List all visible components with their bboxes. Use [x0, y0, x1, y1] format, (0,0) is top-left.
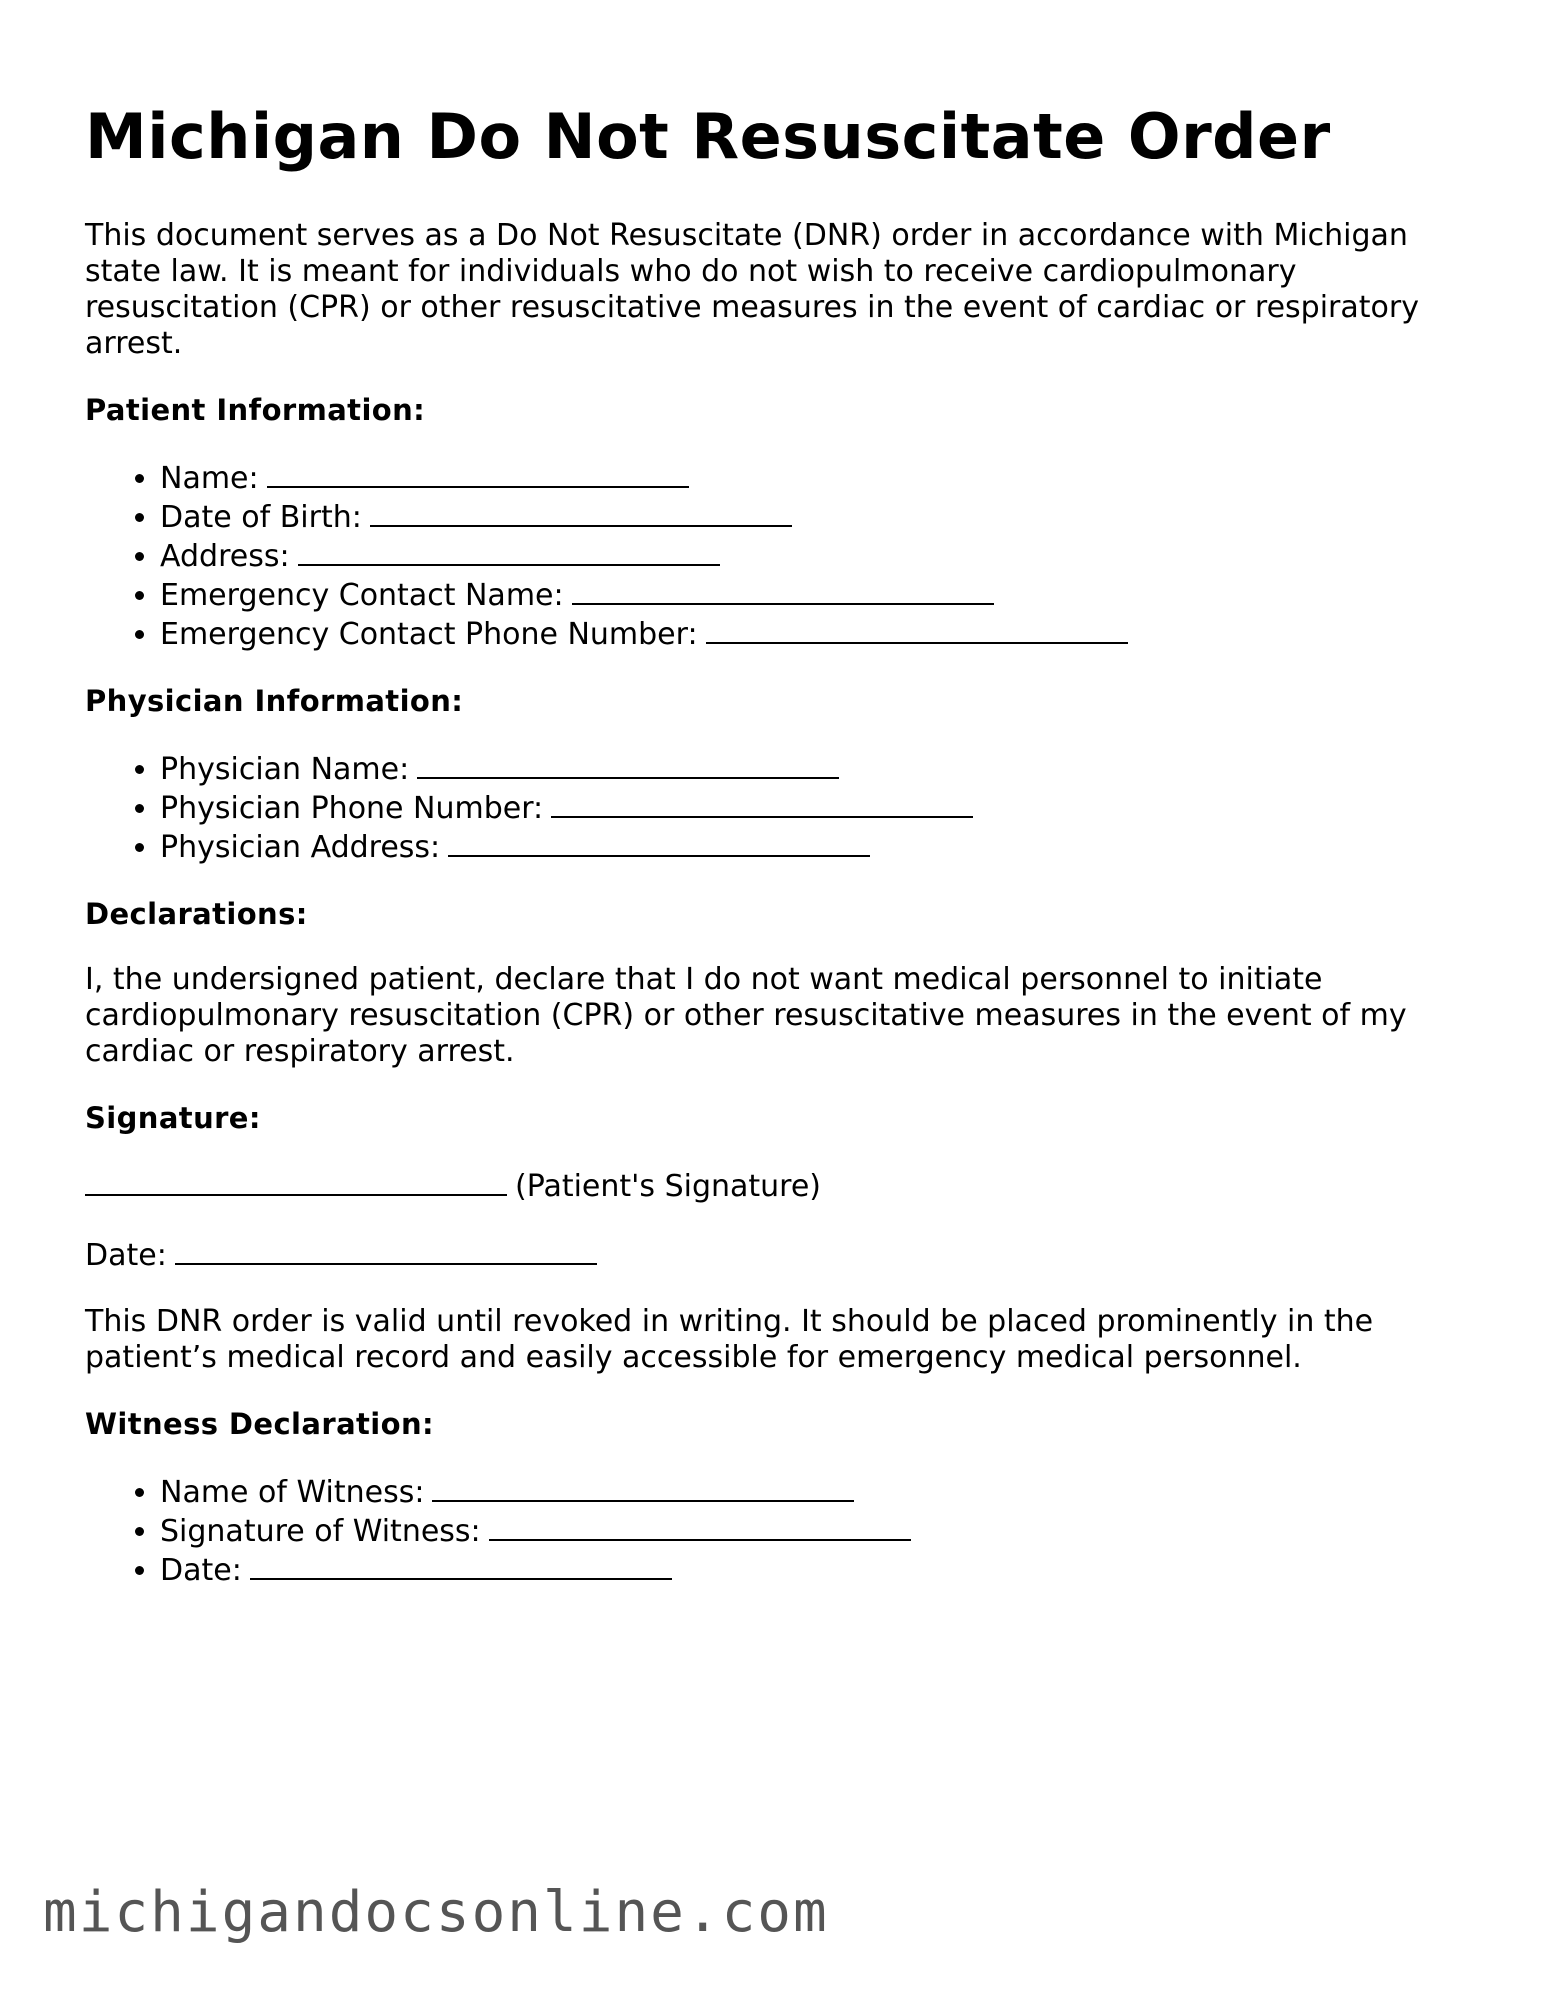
address-blank-line[interactable]: [298, 536, 720, 566]
field-label: Signature of Witness:: [160, 1514, 481, 1550]
list-item: [160, 497, 1465, 536]
field-label: Date:: [160, 1553, 242, 1589]
field-label: Name of Witness:: [160, 1475, 425, 1511]
date-of-birth-blank-line[interactable]: [370, 497, 792, 527]
physician-phone-blank-line[interactable]: [551, 788, 973, 818]
patient-info-list: [85, 458, 1465, 653]
patient-signature-blank-line[interactable]: [85, 1166, 507, 1196]
list-item: [160, 1511, 1465, 1550]
signature-heading: Signature:: [85, 1101, 261, 1136]
emergency-contact-name-blank-line[interactable]: [572, 575, 994, 605]
field-label: Physician Name:: [160, 752, 410, 788]
patient-signature-label: (Patient's Signature): [515, 1169, 822, 1205]
physician-info-heading: Physician Information:: [85, 684, 464, 719]
list-item: [160, 749, 1465, 788]
list-item: [160, 458, 1465, 497]
declarations-paragraph: I, the undersigned patient, declare that I do not want medical personnel to initiate cardiopulmonary resuscitation (CPR) or other resuscitative measures in the event of my cardiac or respiratory arrest.: [85, 962, 1407, 1070]
list-item: [160, 1550, 1465, 1589]
list-item: [160, 614, 1465, 653]
intro-paragraph: This document serves as a Do Not Resuscitate (DNR) order in accordance with Michigan state law. It is meant for individuals who do not wish to receive cardiopulmonary resuscitation (CPR) or other resuscitative measures in the event of cardiac or respiratory arrest.: [85, 218, 1419, 362]
list-item: [160, 536, 1465, 575]
signature-date-line: [85, 1235, 1465, 1274]
date-label: Date:: [85, 1238, 167, 1274]
document-title: Michigan Do Not Resuscitate Order: [85, 100, 1331, 173]
name-blank-line[interactable]: [267, 458, 689, 488]
list-item: [160, 575, 1465, 614]
field-label: Physician Phone Number:: [160, 791, 544, 827]
field-label: Name:: [160, 461, 259, 497]
list-item: [160, 1472, 1465, 1511]
signature-date-blank-line[interactable]: [175, 1235, 597, 1265]
field-label: Date of Birth:: [160, 500, 362, 536]
patient-info-heading: Patient Information:: [85, 393, 426, 428]
site-watermark: michigandocsonline.com: [43, 1880, 829, 1945]
physician-address-blank-line[interactable]: [448, 827, 870, 857]
witness-list: [85, 1472, 1465, 1589]
field-label: Emergency Contact Name:: [160, 578, 564, 614]
witness-date-blank-line[interactable]: [250, 1550, 672, 1580]
witness-name-blank-line[interactable]: [432, 1472, 854, 1502]
witness-heading: Witness Declaration:: [85, 1407, 435, 1442]
emergency-contact-phone-blank-line[interactable]: [706, 614, 1128, 644]
validity-paragraph: This DNR order is valid until revoked in writing. It should be placed prominently in the patient’s medical record and easily accessible for emergency medical personnel.: [85, 1304, 1374, 1376]
list-item: [160, 827, 1465, 866]
list-item: [160, 788, 1465, 827]
physician-name-blank-line[interactable]: [417, 749, 839, 779]
field-label: Address:: [160, 539, 290, 575]
patient-signature-line: [85, 1166, 1465, 1205]
document-page: [85, 100, 1465, 1619]
declarations-heading: Declarations:: [85, 897, 308, 932]
physician-info-list: [85, 749, 1465, 866]
witness-signature-blank-line[interactable]: [489, 1511, 911, 1541]
field-label: Emergency Contact Phone Number:: [160, 617, 698, 653]
field-label: Physician Address:: [160, 830, 441, 866]
